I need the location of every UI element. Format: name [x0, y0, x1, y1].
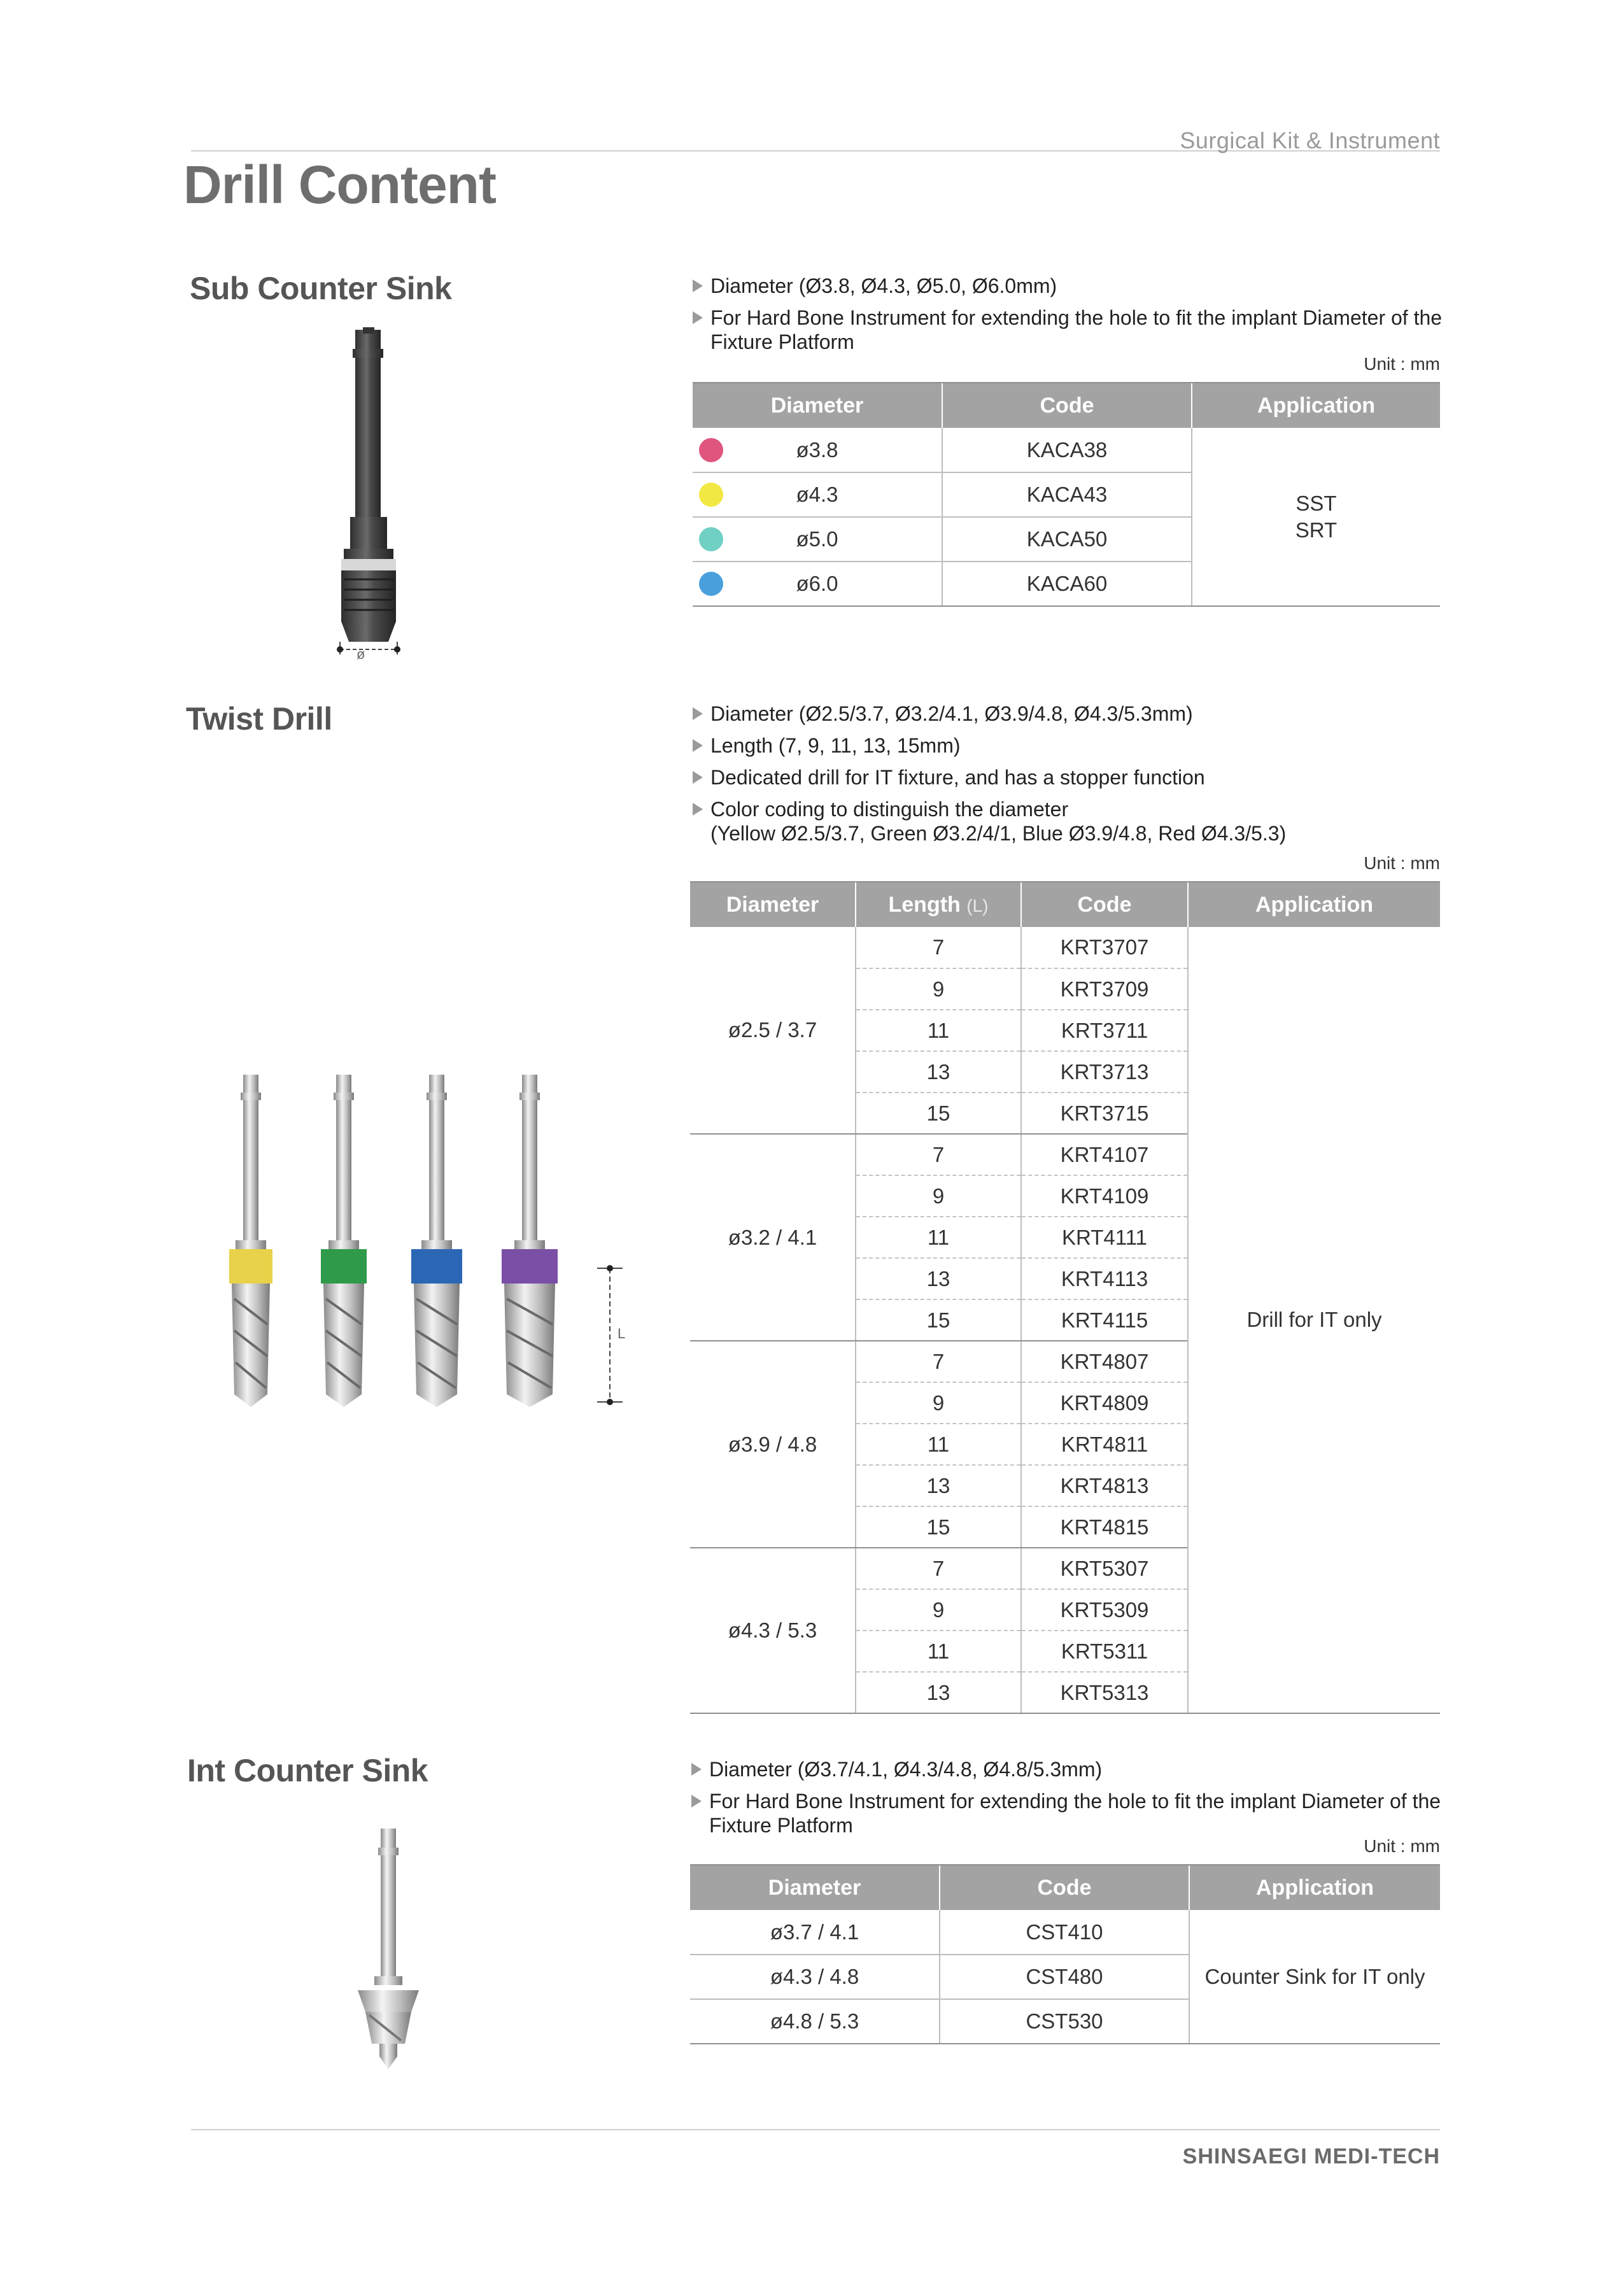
diameter-cell: ø2.5 / 3.7 — [690, 927, 856, 1134]
yellow-color-dot-icon — [699, 483, 723, 507]
length-cell: 11 — [856, 1010, 1021, 1051]
diameter-cell: ø4.3 / 5.3 — [690, 1548, 856, 1713]
bullet — [691, 1789, 1441, 1837]
int-counter-sink-table — [690, 1864, 1440, 2044]
length-cell: 13 — [856, 1258, 1021, 1299]
code-cell: KRT4113 — [1021, 1258, 1188, 1299]
length-cell: 9 — [856, 968, 1021, 1010]
header-category: Surgical Kit & Instrument — [1180, 127, 1440, 153]
bullet-triangle-icon — [693, 707, 703, 720]
application-cell: Drill for IT only — [1188, 927, 1440, 1713]
bullet — [691, 1757, 1519, 1781]
twist-drill-yellow — [229, 1075, 272, 1407]
code-cell: KRT3711 — [1021, 1010, 1188, 1051]
page-title: Drill Content — [183, 155, 496, 215]
diameter-cell: ø4.8 / 5.3 — [690, 1999, 940, 2044]
column-header-code: Code — [1021, 882, 1188, 927]
code-cell: KRT4107 — [1021, 1134, 1188, 1175]
bullet-triangle-icon — [691, 1763, 702, 1776]
bullet-text: Diameter (Ø2.5/3.7, Ø3.2/4.1, Ø3.9/4.8, Ø4.3/5.3mm) — [710, 702, 1193, 725]
int-counter-sink-drill-image — [350, 1821, 427, 2076]
diameter-dimension-label: ø — [357, 646, 365, 662]
twist-drill-blue — [411, 1075, 462, 1407]
length-cell: 9 — [856, 1175, 1021, 1217]
code-cell: KACA43 — [942, 472, 1192, 517]
code-cell: KRT3709 — [1021, 968, 1188, 1010]
length-cell: 13 — [856, 1672, 1021, 1713]
column-header-diameter: Diameter — [690, 882, 856, 927]
code-cell: KRT4111 — [1021, 1217, 1188, 1258]
column-header-length — [856, 882, 1021, 927]
diameter-cell — [693, 517, 942, 562]
application-value: SRT — [1295, 518, 1338, 542]
diameter-value: ø5.0 — [796, 527, 838, 551]
diameter-value: ø3.8 — [796, 437, 838, 462]
length-cell: 13 — [856, 1465, 1021, 1506]
twist-drill-bullets — [693, 702, 1520, 853]
column-header-diameter: Diameter — [693, 383, 942, 428]
diameter-value: ø4.3 — [796, 483, 838, 506]
unit-label: Unit : mm — [1364, 354, 1440, 374]
int-counter-sink-bullets — [691, 1757, 1519, 1845]
bullet-triangle-icon — [693, 739, 703, 752]
diameter-cell: ø3.2 / 4.1 — [690, 1134, 856, 1341]
code-cell: CST480 — [940, 1955, 1189, 1999]
bullet-triangle-icon — [693, 803, 703, 816]
footer-brand-logo: SHINSAEGI MEDI-TECH — [1182, 2144, 1440, 2168]
bullet-continuation — [693, 821, 1520, 845]
code-cell: KRT4813 — [1021, 1465, 1188, 1506]
diameter-value: ø6.0 — [796, 572, 838, 595]
column-header-diameter: Diameter — [690, 1865, 940, 1910]
bullet — [693, 702, 1520, 726]
bullet-triangle-icon — [693, 279, 703, 292]
code-cell: KRT4115 — [1021, 1299, 1188, 1341]
length-cell: 7 — [856, 1548, 1021, 1589]
diameter-cell — [693, 562, 942, 606]
code-cell: KRT4109 — [1021, 1175, 1188, 1217]
diameter-cell — [693, 428, 942, 472]
bullet — [693, 733, 1520, 758]
diameter-cell: ø3.7 / 4.1 — [690, 1910, 940, 1955]
code-cell: KRT3713 — [1021, 1051, 1188, 1093]
code-cell: KACA50 — [942, 517, 1192, 562]
length-cell: 11 — [856, 1424, 1021, 1465]
bullet-text: Dedicated drill for IT fixture, and has a stopper function — [710, 766, 1205, 789]
unit-label: Unit : mm — [1364, 1836, 1440, 1856]
bullet-text: Color coding to distinguish the diameter — [710, 798, 1069, 821]
code-cell: KRT4807 — [1021, 1341, 1188, 1382]
application-value: SST — [1296, 491, 1337, 515]
code-cell: KRT3715 — [1021, 1093, 1188, 1134]
bullet-text: For Hard Bone Instrument for extending the hole to fit the implant Diameter of the Fixture Platform — [709, 1790, 1441, 1837]
code-cell: KACA38 — [942, 428, 1192, 472]
length-cell: 9 — [856, 1382, 1021, 1424]
bullet-triangle-icon — [691, 1795, 702, 1808]
length-cell: 7 — [856, 1134, 1021, 1175]
diameter-cell — [693, 472, 942, 517]
application-cell: Counter Sink for IT only — [1189, 1910, 1440, 2044]
length-cell: 15 — [856, 1506, 1021, 1548]
code-cell: KRT4811 — [1021, 1424, 1188, 1465]
length-cell: 11 — [856, 1217, 1021, 1258]
length-cell: 9 — [856, 1589, 1021, 1631]
bullet-text: Diameter (Ø3.7/4.1, Ø4.3/4.8, Ø4.8/5.3mm) — [709, 1758, 1103, 1781]
unit-label: Unit : mm — [1364, 853, 1440, 873]
diameter-cell: ø4.3 / 4.8 — [690, 1955, 940, 1999]
table-row — [690, 1910, 1440, 1955]
bullet-triangle-icon — [693, 771, 703, 784]
sub-counter-sink-table — [693, 382, 1440, 607]
code-cell: KRT5307 — [1021, 1548, 1188, 1589]
section-title-int-counter-sink: Int Counter Sink — [187, 1753, 428, 1788]
bullet — [693, 797, 1520, 821]
length-cell: 7 — [856, 1341, 1021, 1382]
column-header-application: Application — [1188, 882, 1440, 927]
length-dimension-label: L — [618, 1326, 626, 1341]
pink-color-dot-icon — [699, 438, 723, 462]
length-cell: 11 — [856, 1631, 1021, 1672]
code-cell: KRT4809 — [1021, 1382, 1188, 1424]
twist-drill-set-image — [210, 1070, 643, 1413]
blue-color-dot-icon — [699, 572, 723, 596]
code-cell: KRT3707 — [1021, 927, 1188, 968]
code-cell: KRT4815 — [1021, 1506, 1188, 1548]
length-header-text: Length — [888, 892, 961, 917]
twist-drill-green — [321, 1075, 367, 1407]
bullet-triangle-icon — [693, 311, 703, 324]
bullet-text: For Hard Bone Instrument for extending the hole to fit the implant Diameter of the Fixture Platform — [710, 306, 1443, 353]
bullet — [693, 274, 1520, 298]
code-cell: KRT5309 — [1021, 1589, 1188, 1631]
column-header-code: Code — [940, 1865, 1189, 1910]
bullet — [693, 306, 1443, 354]
code-cell: KRT5311 — [1021, 1631, 1188, 1672]
code-cell: CST410 — [940, 1910, 1189, 1955]
twist-drill-purple — [502, 1075, 558, 1407]
column-header-application: Application — [1192, 383, 1440, 428]
length-cell: 15 — [856, 1093, 1021, 1134]
twist-drill-table — [690, 881, 1440, 1714]
length-cell: 7 — [856, 927, 1021, 968]
diameter-cell: ø3.9 / 4.8 — [690, 1341, 856, 1548]
table-row — [693, 428, 1440, 472]
column-header-application: Application — [1189, 1865, 1440, 1910]
footer-divider — [191, 2129, 1440, 2130]
length-header-unit: (L) — [966, 895, 989, 916]
application-cell — [1192, 428, 1440, 606]
bullet — [693, 765, 1520, 789]
length-cell: 15 — [856, 1299, 1021, 1341]
section-title-twist-drill: Twist Drill — [186, 701, 332, 737]
bullet-text: Diameter (Ø3.8, Ø4.3, Ø5.0, Ø6.0mm) — [710, 274, 1057, 297]
code-cell: KRT5313 — [1021, 1672, 1188, 1713]
sub-counter-sink-drill-image — [318, 318, 420, 675]
sub-counter-sink-bullets — [693, 274, 1520, 362]
bullet-text: (Yellow Ø2.5/3.7, Green Ø3.2/4/1, Blue Ø3.9/4.8, Red Ø4.3/5.3) — [710, 822, 1287, 845]
code-cell: CST530 — [940, 1999, 1189, 2044]
code-cell: KACA60 — [942, 562, 1192, 606]
teal-color-dot-icon — [699, 527, 723, 551]
table-row — [690, 927, 1440, 968]
bullet-text: Length (7, 9, 11, 13, 15mm) — [710, 734, 961, 757]
section-title-sub-counter-sink: Sub Counter Sink — [190, 271, 452, 306]
length-cell: 13 — [856, 1051, 1021, 1093]
column-header-code: Code — [942, 383, 1192, 428]
